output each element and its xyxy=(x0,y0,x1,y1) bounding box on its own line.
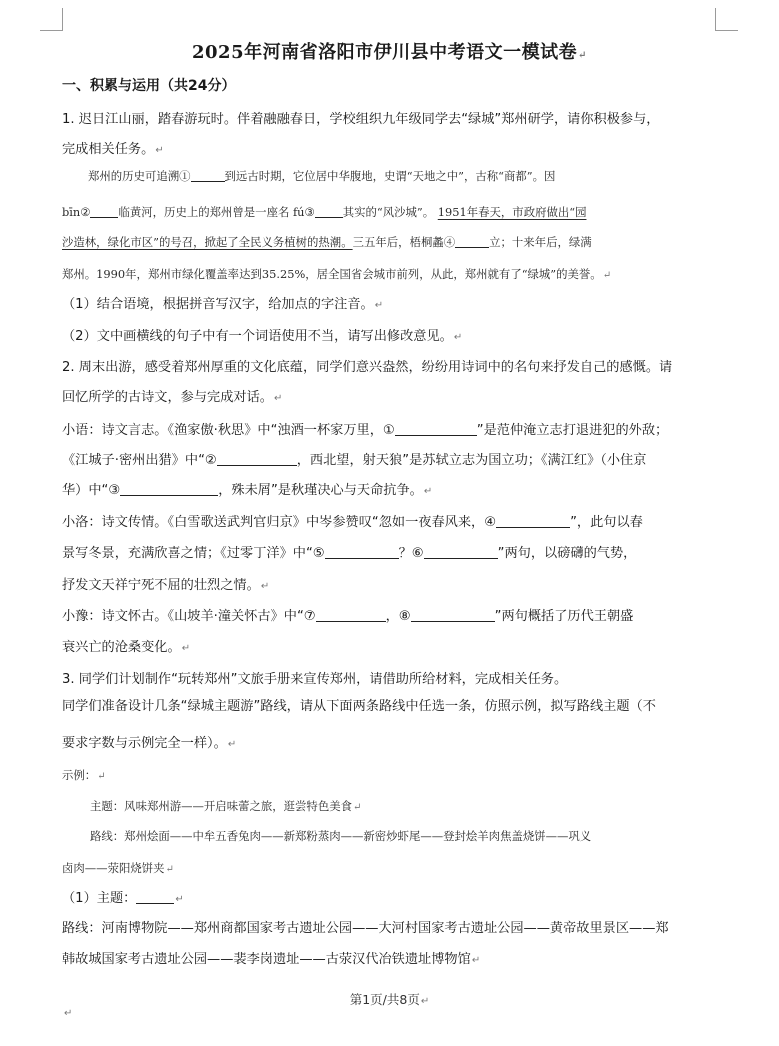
blank-theme[interactable] xyxy=(136,889,174,904)
route-line-2: 韩故城国家考古遗址公园——裴李岗遗址——古荥汉代冶铁遗址博物馆↵ xyxy=(62,952,481,967)
dialogue-xiaoluo-2: 景写冬景，充满欣喜之情；《过零丁洋》中“⑤ ？⑥ ”两句，以磅礴的气势， xyxy=(62,546,637,561)
question-1-stem-cont: 完成相关任务。↵ xyxy=(62,142,164,157)
example-route: 路线：郑州烩面——中牟五香兔肉——新郑粉蒸肉——新密炒虾尾——登封烩羊肉焦盖烧饼——巩义 xyxy=(90,829,592,843)
blank-poem-7[interactable] xyxy=(316,607,386,622)
blank-poem-4[interactable] xyxy=(496,513,570,528)
blank-poem-6[interactable] xyxy=(424,544,498,559)
document-title: 2025年河南省洛阳市伊川县中考语文一模试卷↵ xyxy=(192,42,587,63)
blank-3[interactable] xyxy=(315,203,343,218)
passage-line-1: 郑州的历史可追溯① 到远古时期，它位居中华腹地，史谓“天地之中”，古称“商都”。因 xyxy=(88,169,556,183)
passage-line-4: 郑州。1990年，郑州市绿化覆盖率达到35.25%，居全国省会城市前列，从此，郑州就有了“绿城”的美誉。↵ xyxy=(62,267,612,281)
blank-poem-8[interactable] xyxy=(411,607,495,622)
question-2-stem: 2. 周末出游，感受着郑州厚重的文化底蕴，同学们意兴盎然，纷纷用诗词中的名句来抒发自己的感慨。请 xyxy=(62,360,673,375)
dialogue-xiaoyu-1: 小语：诗文言志。《渔家傲·秋思》中“浊酒一杯家万里，① ”是范仲淹立志打退进犯的外敌； xyxy=(62,423,669,438)
blank-poem-3[interactable] xyxy=(120,481,218,496)
margin-corner-top-right xyxy=(715,8,738,31)
question-3-task: 同学们准备设计几条“绿城主题游”路线，请从下面两条路线中任选一条，仿照示例，拟写路线主题（不 xyxy=(62,699,656,714)
dialogue-xiaoyu-3: 华）中“③ ，殊未屑”是秋瑾决心与天命抗争。↵ xyxy=(62,483,433,498)
question-3-stem: 3. 同学们计划制作“玩转郑州”文旅手册来宣传郑州，请借助所给材料，完成相关任务。 xyxy=(62,672,568,687)
question-1-sub-2: （2）文中画横线的句子中有一个词语使用不当，请写出修改意见。↵ xyxy=(62,329,463,344)
question-1-stem: 1. 迟日江山丽，踏春游玩时。伴着融融春日，学校组织九年级同学去“绿城”郑州研学，请你积极参与， xyxy=(62,112,660,127)
page-footer: 第1页/共8页↵ xyxy=(349,992,430,1007)
margin-corner-top-left xyxy=(40,8,63,31)
blank-poem-5[interactable] xyxy=(325,544,399,559)
question-1-sub-1: （1）结合语境，根据拼音写汉字，给加点的字注音。↵ xyxy=(62,297,384,312)
blank-2[interactable] xyxy=(90,203,118,218)
dialogue-xiaoluo-3: 抒发文天祥宁死不屈的壮烈之情。↵ xyxy=(62,578,270,593)
example-label: 示例：↵ xyxy=(62,768,106,782)
question-2-stem-cont: 回忆所学的古诗文，参与完成对话。↵ xyxy=(62,390,283,405)
blank-1[interactable] xyxy=(191,167,225,182)
passage-line-2: bīn② 临黄河，历史上的郑州曾是一座名 fú③ 其实的“风沙城”。 1951年春天，市政府做出“园 xyxy=(62,205,587,219)
dialogue-xiaoyu-2: 《江城子·密州出猎》中“② ，西北望，射天狼”是苏轼立志为国立功；《满江红》（小住京 xyxy=(62,453,647,468)
example-route-cont: 卤肉——荥阳烧饼夹↵ xyxy=(62,861,174,875)
question-3-sub-1: （1）主题： ↵ xyxy=(62,891,184,906)
dialogue-xiaoluo-1: 小洛：诗文传情。《白雪歌送武判官归京》中岑参赞叹“忽如一夜春风来，④ ”，此句以春 xyxy=(62,515,643,530)
route-line-1: 路线：河南博物院——郑州商都国家考古遗址公园——大河村国家考古遗址公园——黄帝故里景区——郑 xyxy=(62,921,669,936)
question-3-task-cont: 要求字数与示例完全一样）。↵ xyxy=(62,736,237,751)
dialogue-xiaoyu2-2: 衰兴亡的沧桑变化。↵ xyxy=(62,640,191,655)
section-heading: 一、积累与运用（共24分） xyxy=(62,78,236,94)
dialogue-xiaoyu2-1: 小豫：诗文怀古。《山坡羊·潼关怀古》中“⑦ ，⑧ ”两句概括了历代王朝盛 xyxy=(62,609,634,624)
blank-4[interactable] xyxy=(455,233,489,248)
example-theme: 主题：风味郑州游——开启味蕾之旅，逛尝特色美食↵ xyxy=(90,799,362,813)
blank-poem-1[interactable] xyxy=(395,421,477,436)
blank-poem-2[interactable] xyxy=(217,451,297,466)
passage-line-3: 沙造林，绿化市区”的号召，掀起了全民义务植树的热潮。三五年后，梧桐蠡④ 立；十来年后，绿满 xyxy=(62,235,592,249)
paragraph-mark: ↵ xyxy=(64,1008,73,1019)
